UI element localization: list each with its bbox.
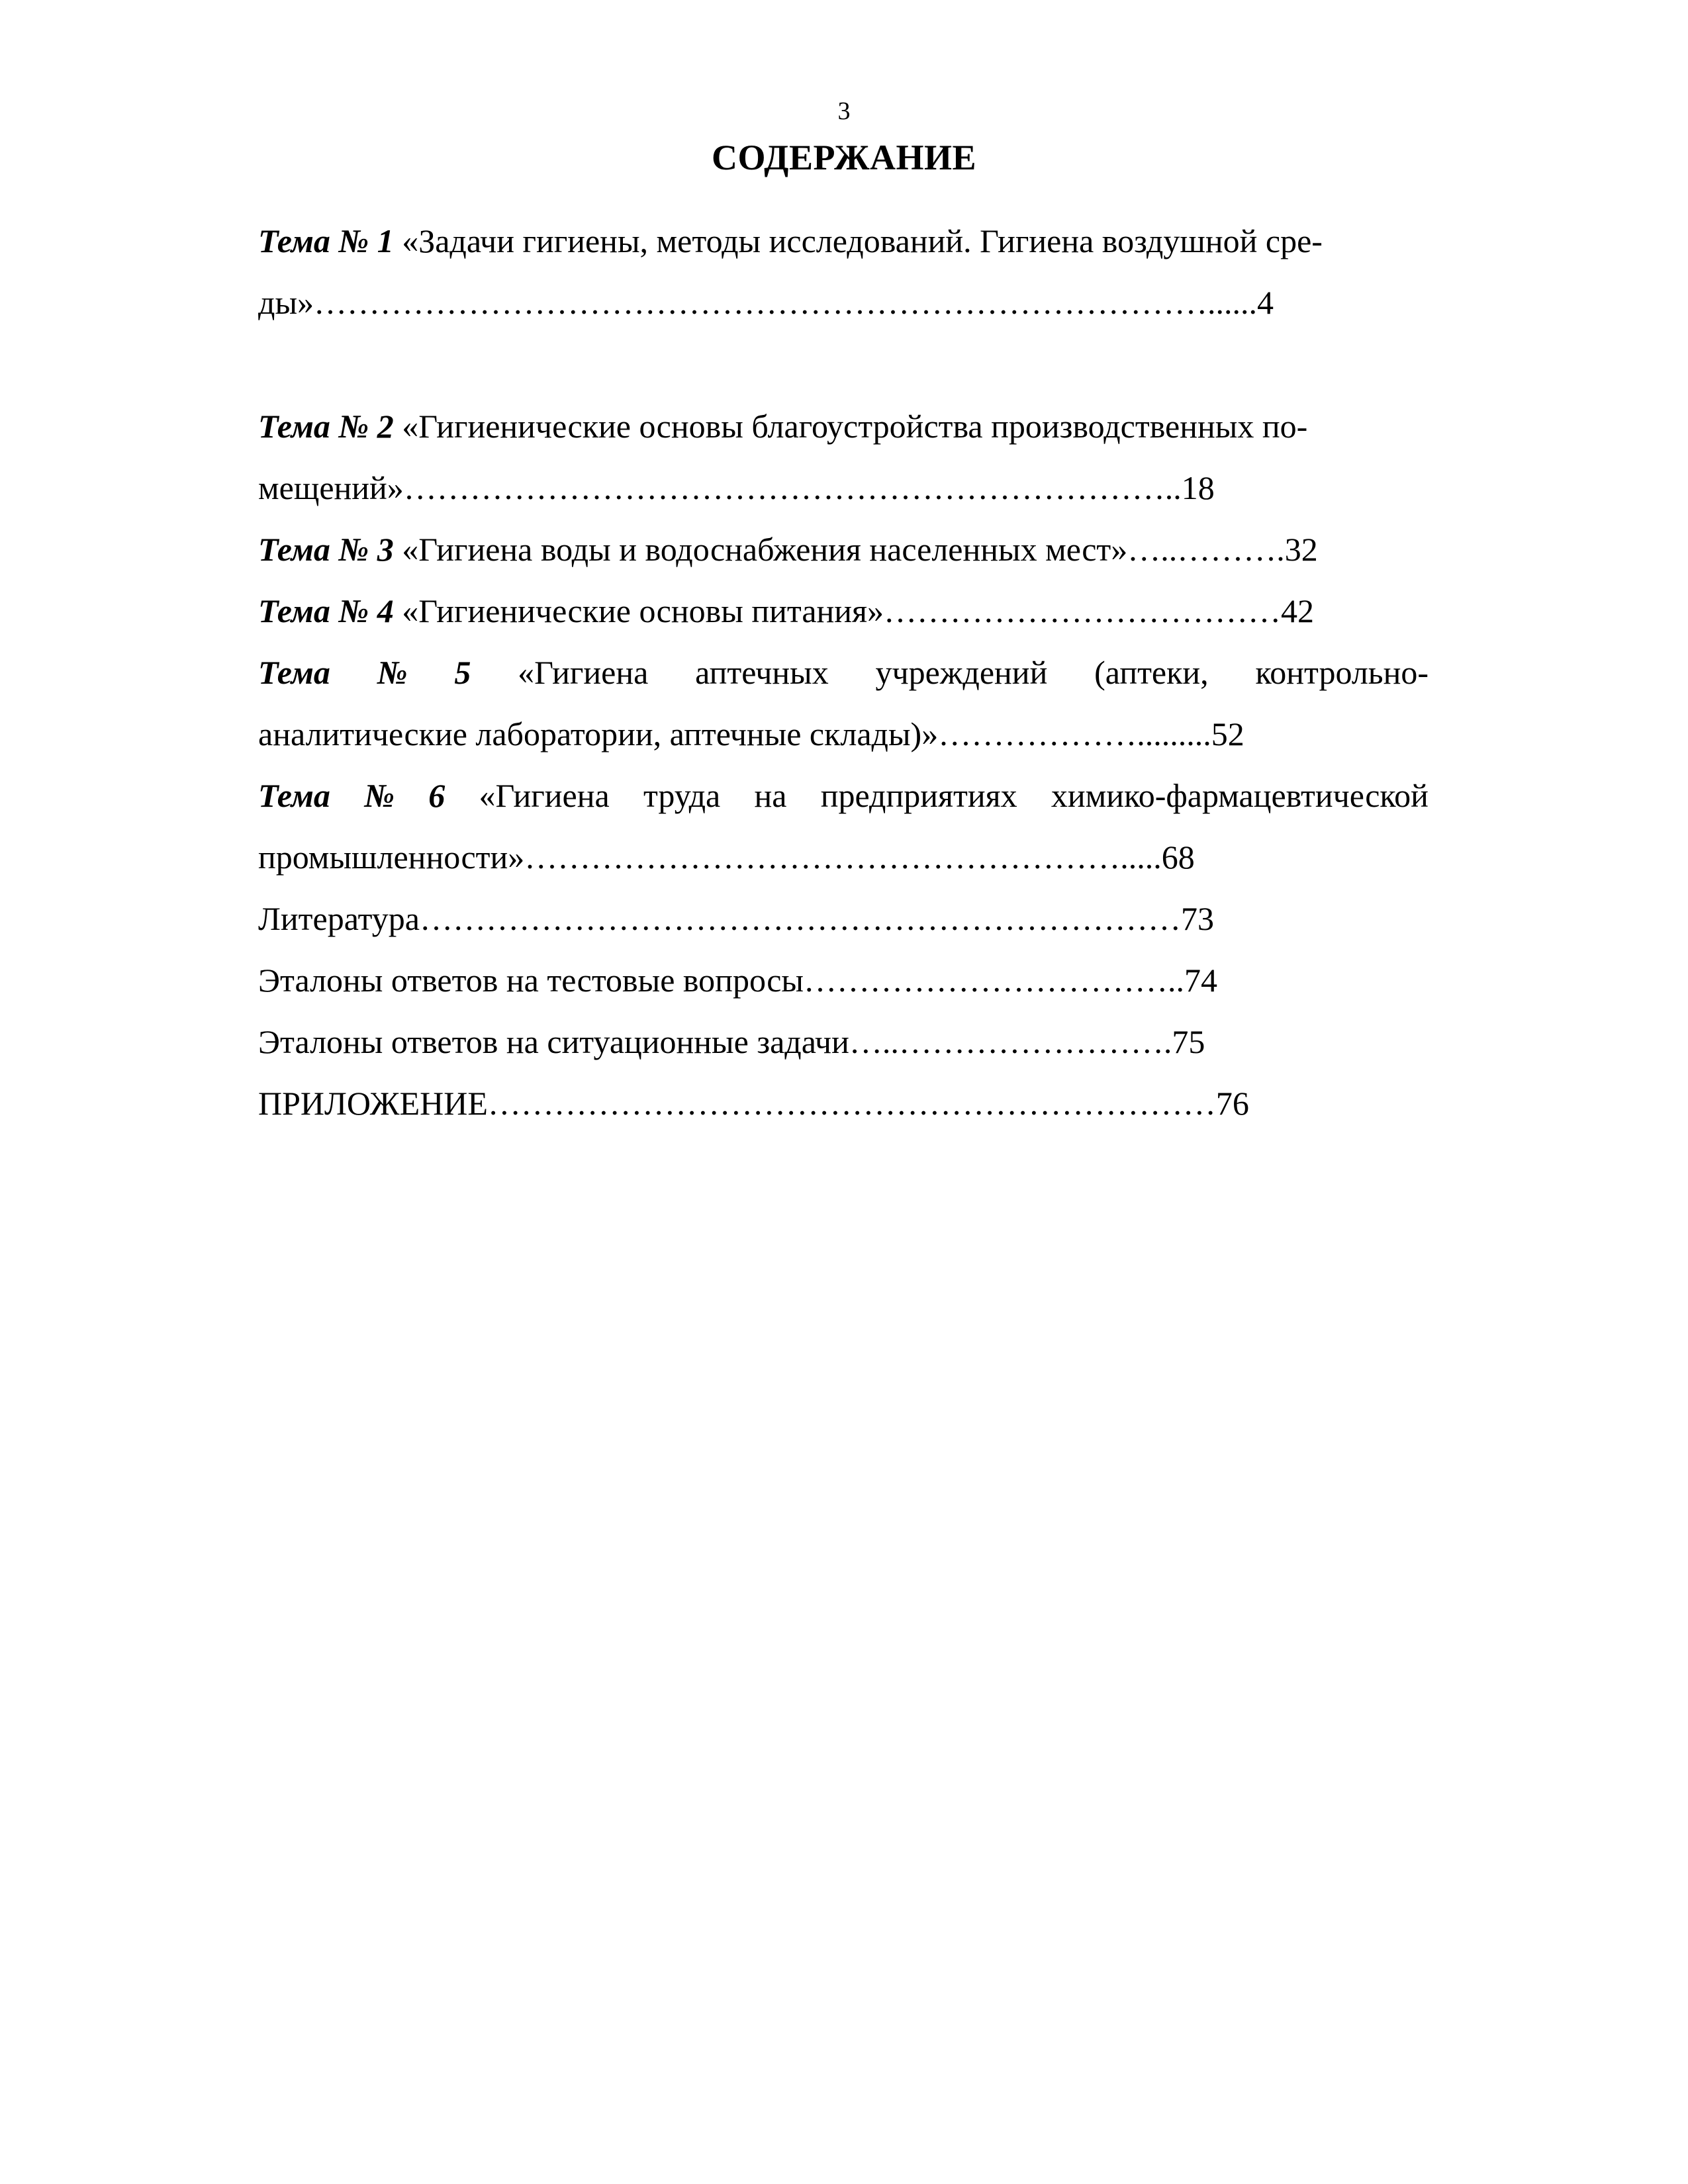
toc-entry-5-word: аптечных (695, 654, 829, 691)
toc-entry-5-word: «Гигиена (518, 654, 649, 691)
toc-entry-5-word: (аптеки, (1094, 654, 1209, 691)
toc-entry-6-word: «Гигиена (479, 777, 610, 814)
toc-entry-1-line-1 (258, 221, 1323, 261)
toc-entry-6-word: предприятиях (820, 777, 1017, 814)
page-number: 3 (837, 97, 851, 125)
toc-entry-2-line-2: мещений»……………………………………………………………..18 (258, 469, 1215, 506)
toc-entry-6-word: химико-фармацевтической (1051, 777, 1429, 814)
toc-entry-task-answers: Эталоны ответов на ситуационные задачи…..…………………….75 (258, 1023, 1205, 1060)
toc-entry-5-word: контрольно- (1255, 654, 1429, 691)
toc-entry-4-title: «Гигиенические основы питания»………………………………42 (393, 592, 1315, 629)
toc-entry-2-line-1 (258, 406, 1307, 446)
toc-entry-1-line-2: ды»………………………………………………………………………......4 (258, 284, 1274, 321)
toc-entry-5-line-2: аналитические лаборатории, аптечные склады)»……………….........52 (258, 715, 1244, 752)
page-title: СОДЕРЖАНИЕ (712, 138, 976, 177)
toc-entry-3 (258, 529, 1318, 569)
toc-entry-6-topic-num: 6 (428, 777, 445, 814)
toc-entry-appendix: ПРИЛОЖЕНИЕ…………………………………………………………76 (258, 1085, 1249, 1122)
toc-entry-6-line-2: промышленности»……………………………………………….....68 (258, 839, 1195, 876)
toc-entry-1-title: «Задачи гигиены, методы исследований. Гигиена воздушной сре- (393, 222, 1323, 259)
toc-entry-6-word: на (754, 777, 787, 814)
toc-entry-2-title: «Гигиенические основы благоустройства производственных по- (393, 408, 1308, 445)
toc-entry-6-line-1 (258, 776, 1429, 815)
toc-entry-5-topic-word: Тема (258, 654, 330, 691)
toc-entry-5-line-1 (258, 653, 1429, 692)
toc-entry-6-word: труда (643, 777, 721, 814)
toc-entry-5-topic-sign: № (377, 654, 408, 691)
toc-entry-6-topic-sign: № (364, 777, 395, 814)
toc-entry-test-answers: Эталоны ответов на тестовые вопросы……………………………..74 (258, 962, 1217, 999)
toc-entry-6-topic-word: Тема (258, 777, 330, 814)
toc-entry-5-topic-num: 5 (454, 654, 471, 691)
toc-entry-5-word: учреждений (875, 654, 1048, 691)
toc-entry-2-topic: Тема № 2 (258, 408, 394, 445)
toc-entry-literature: Литература……………………………………………………………73 (258, 900, 1214, 937)
toc-entry-1-topic: Тема № 1 (258, 222, 394, 259)
toc-entry-4 (258, 591, 1314, 631)
toc-entry-4-topic: Тема № 4 (258, 592, 394, 629)
toc-entry-3-topic: Тема № 3 (258, 531, 394, 568)
toc-entry-3-title: «Гигиена воды и водоснабжения населенных мест»…..……….32 (393, 531, 1318, 568)
